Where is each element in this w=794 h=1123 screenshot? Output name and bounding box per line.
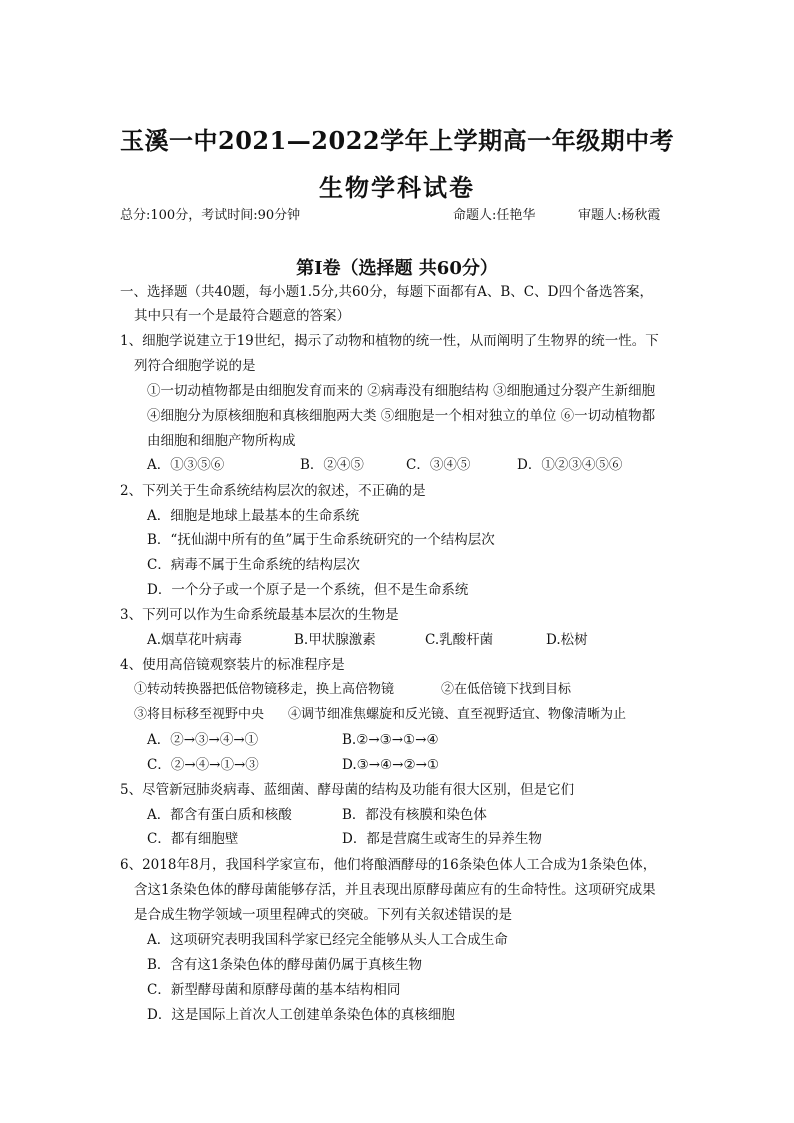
question-5-option-a: A．都含有蛋白质和核酸 [147, 807, 292, 823]
question-2-stem: 2、下列关于生命系统结构层次的叙述，不正确的是 [120, 483, 426, 499]
question-3-option-a: A.烟草花叶病毒 [147, 632, 243, 648]
author-info: 命题人:任艳华 [453, 208, 536, 223]
question-4-step-3: ③将目标移至视野中央 [134, 707, 265, 722]
question-5-option-b: B．都没有核膜和染色体 [342, 807, 487, 823]
question-4-stem: 4、使用高倍镜观察装片的标准程序是 [120, 657, 345, 673]
question-3-stem: 3、下列可以作为生命系统最基本层次的生物是 [120, 607, 399, 623]
question-1-option-c: C．③④⑤ [406, 457, 471, 473]
question-2-option-d: D．一个分子或一个原子是一个系统，但不是生命系统 [147, 582, 469, 598]
question-4-option-b: B.②→③→①→④ [342, 732, 439, 748]
question-5-stem: 5、尽管新冠肺炎病毒、蓝细菌、酵母菌的结构及功能有很大区别，但是它们 [120, 782, 575, 798]
question-1-option-a: A．①③⑤⑥ [147, 457, 225, 473]
question-3-option-c: C.乳酸杆菌 [425, 632, 494, 648]
question-6-option-b: B．含有这1条染色体的酵母菌仍属于真核生物 [147, 957, 423, 973]
question-3-option-b: B.甲状腺激素 [294, 632, 376, 648]
question-6-option-c: C．新型酵母菌和原酵母菌的基本结构相同 [147, 982, 401, 998]
score-time-info: 总分:100分，考试时间:90分钟 [120, 208, 301, 223]
question-4-step-1: ①转动转换器把低倍物镜移走，换上高倍物镜 [134, 682, 395, 697]
section-instruction-line-1: 一、选择题（共40题，每小题1.5分,共60分，每题下面都有A、B、C、D四个备选答案， [120, 284, 653, 300]
question-5-option-d: D．都是营腐生或寄生的异养生物 [342, 831, 542, 847]
question-5-option-c: C．都有细胞壁 [147, 831, 239, 847]
question-6-option-a: A．这项研究表明我国科学家已经完全能够从头人工合成生命 [147, 932, 508, 948]
section-title: 第Ⅰ卷（选择题 共60分） [296, 258, 498, 279]
question-1-stem-line-2: 列符合细胞学说的是 [134, 358, 256, 374]
question-2-option-c: C．病毒不属于生命系统的结构层次 [147, 557, 360, 573]
question-4-step-4: ④调节细准焦螺旋和反光镜、直至视野适宜、物像清晰为止 [288, 707, 627, 722]
question-1-statement-line-3: 由细胞和细胞产物所构成 [147, 433, 296, 449]
question-1-option-d: D．①②③④⑤⑥ [517, 457, 623, 473]
question-4-option-a: A．②→③→④→① [147, 732, 259, 748]
question-1-statement-line-2: ④细胞分为原核细胞和真核细胞两大类 ⑤细胞是一个相对独立的单位 ⑥一切动植物都 [147, 408, 656, 424]
question-4-option-c: C．②→④→①→③ [147, 757, 259, 773]
reviewer-info: 审题人:杨秋霞 [578, 208, 661, 223]
question-6-option-d: D．这是国际上首次人工创建单条染色体的真核细胞 [147, 1007, 455, 1023]
question-4-step-2: ②在低倍镜下找到目标 [441, 682, 572, 697]
question-1-stem-line-1: 1、细胞学说建立于19世纪，揭示了动物和植物的统一性，从而阐明了生物界的统一性。下 [120, 333, 659, 349]
question-6-stem-line-1: 6、2018年8月，我国科学家宣布，他们将酿酒酵母的16条染色体人工合成为1条染色体， [120, 857, 657, 873]
question-4-option-d: D.③→④→②→① [342, 757, 439, 773]
exam-title: 玉溪一中2021—2022学年上学期高一年级期中考 [120, 126, 675, 155]
question-2-option-a: A．细胞是地球上最基本的生命系统 [147, 508, 360, 524]
exam-subtitle: 生物学科试卷 [319, 173, 475, 202]
question-2-option-b: B．“抚仙湖中所有的鱼”属于生命系统研究的一个结构层次 [147, 532, 495, 548]
question-1-option-b: B．②④⑤ [300, 457, 364, 473]
question-3-option-d: D.松树 [546, 632, 588, 648]
question-6-stem-line-3: 是合成生物学领域一项里程碑式的突破。下列有关叙述错误的是 [134, 907, 512, 923]
section-instruction-line-2: 其中只有一个是最符合题意的答案） [134, 308, 350, 324]
question-6-stem-line-2: 含这1条染色体的酵母菌能够存活，并且表现出原酵母菌应有的生命特性。这项研究成果 [134, 882, 656, 898]
question-1-statement-line-1: ①一切动植物都是由细胞发育而来的 ②病毒没有细胞结构 ③细胞通过分裂产生新细胞 [147, 383, 656, 399]
